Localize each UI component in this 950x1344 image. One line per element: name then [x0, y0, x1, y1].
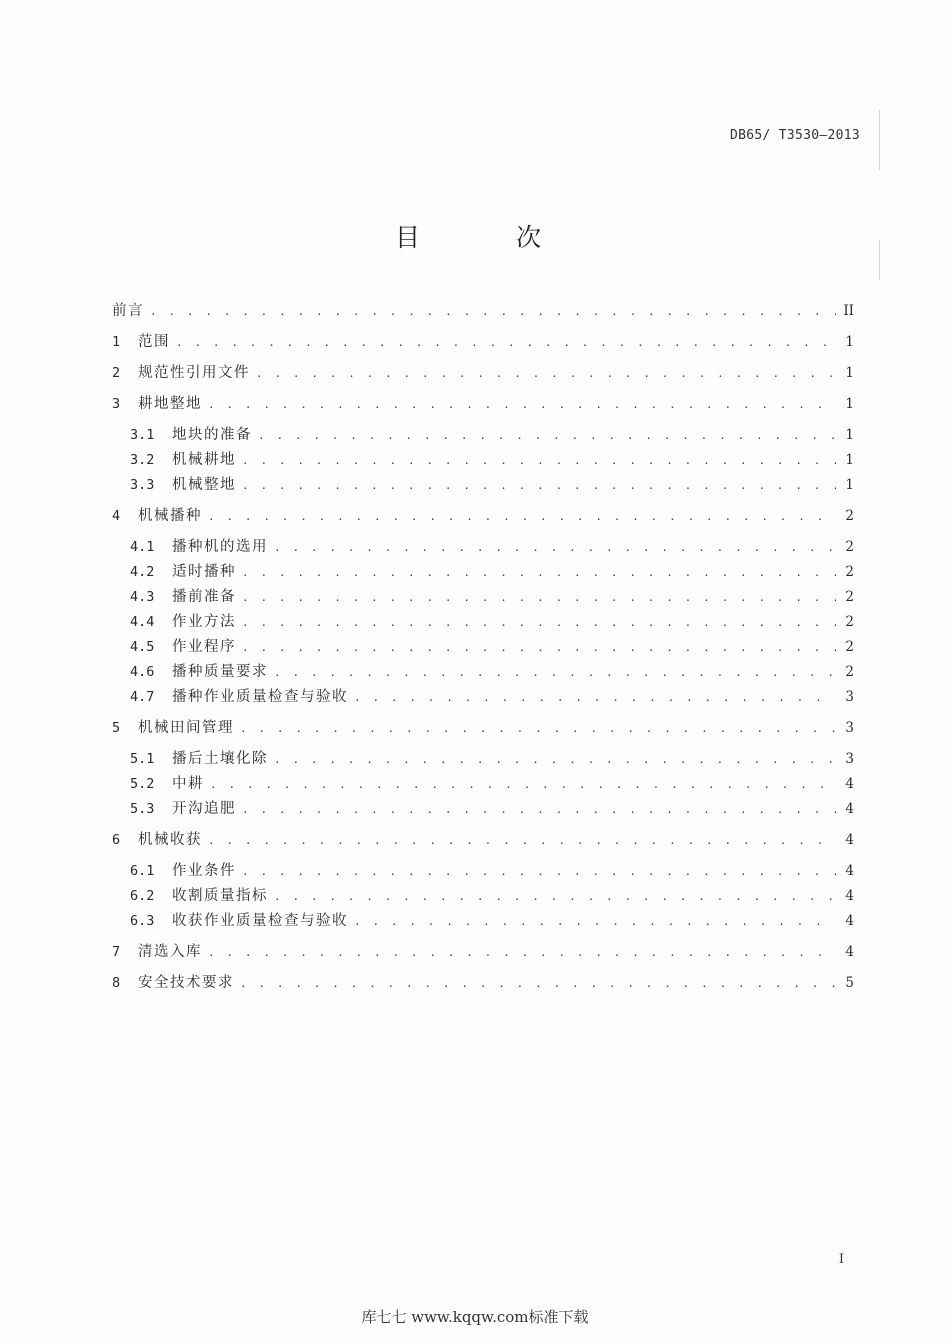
toc-subentry[interactable]	[130, 885, 854, 907]
toc-entry-label: 作业程序	[172, 639, 236, 655]
toc-entry-number: 6.3	[130, 913, 155, 929]
toc-entry-number: 4	[112, 508, 121, 524]
page-number: I	[838, 1252, 844, 1267]
toc-entry-number: 5.1	[130, 751, 155, 767]
toc-leader-dots	[354, 911, 836, 933]
toc-entry-label: 开沟追肥	[172, 801, 236, 817]
toc-entry-label: 适时播种	[172, 564, 236, 580]
toc-leader-dots	[242, 637, 836, 659]
toc-subentry[interactable]	[130, 474, 854, 496]
toc-entry-number: 5.3	[130, 801, 155, 817]
toc-leader-dots	[274, 749, 836, 771]
toc-entry[interactable]	[112, 505, 854, 527]
toc-entry-number: 4.4	[130, 614, 155, 630]
toc-entry-number: 6.1	[130, 863, 155, 879]
toc-entry-page: 4	[845, 832, 854, 848]
toc-subentry[interactable]	[130, 449, 854, 471]
toc-entry-number: 6	[112, 832, 121, 848]
toc-entry-page: 3	[845, 751, 854, 767]
toc-entry-label: 清选入库	[138, 944, 202, 960]
toc-entry[interactable]	[112, 941, 854, 963]
toc-leader-dots	[242, 861, 836, 883]
toc-leader-dots	[240, 718, 836, 740]
toc-entry-number: 3.1	[130, 427, 155, 443]
toc-entry-label: 播种机的选用	[172, 539, 268, 555]
toc-entry-number: 4.1	[130, 539, 155, 555]
toc-entry-page: 2	[845, 664, 854, 680]
toc-entry[interactable]	[112, 717, 854, 739]
toc-entry[interactable]	[112, 331, 854, 353]
toc-entry[interactable]	[112, 829, 854, 851]
toc-entry-page: 1	[845, 334, 854, 350]
toc-subentry[interactable]	[130, 910, 854, 932]
toc-title: 目 次	[395, 223, 585, 252]
toc-subentry[interactable]	[130, 860, 854, 882]
toc-leader-dots	[242, 562, 836, 584]
footer-watermark-text: 库七七 www.kqqw.com标准下载	[361, 1308, 589, 1326]
toc-leader-dots	[242, 450, 836, 472]
toc-entry[interactable]	[112, 393, 854, 415]
toc-entry-label: 规范性引用文件	[138, 365, 250, 381]
toc-entry-label: 中耕	[172, 776, 204, 792]
toc-subentry[interactable]	[130, 773, 854, 795]
toc-subentry[interactable]	[130, 611, 854, 633]
toc-entry-label: 机械收获	[138, 832, 202, 848]
toc-leader-dots	[354, 687, 836, 709]
toc-subentry[interactable]	[130, 748, 854, 770]
toc-entry-page: 2	[845, 589, 854, 605]
toc-entry-number: 3.3	[130, 477, 155, 493]
toc-entry-label: 耕地整地	[138, 396, 202, 412]
toc-entry-page: 1	[845, 477, 854, 493]
toc-leader-dots	[208, 830, 836, 852]
toc-entry-number: 8	[112, 975, 121, 991]
toc-entry-page: 1	[845, 396, 854, 412]
standard-code: DB65/ T3530—2013	[729, 128, 860, 143]
toc-leader-dots	[256, 363, 836, 385]
toc-entry-preface[interactable]	[112, 300, 854, 322]
toc-entry-number: 4.7	[130, 689, 155, 705]
toc-entry-page: 2	[845, 508, 854, 524]
toc-subentry[interactable]	[130, 424, 854, 446]
toc-entry-label: 播后土壤化除	[172, 751, 268, 767]
toc-entry-number: 2	[112, 365, 121, 381]
toc-leader-dots	[274, 537, 836, 559]
toc-entry-number: 6.2	[130, 888, 155, 904]
toc-entry-page: 2	[845, 614, 854, 630]
toc-subentry[interactable]	[130, 636, 854, 658]
toc-entry-label: 机械整地	[172, 477, 236, 493]
toc-leader-dots	[176, 332, 836, 354]
toc-entry-label: 作业条件	[172, 863, 236, 879]
toc-entry-page: 4	[845, 888, 854, 904]
toc-entry-label: 收割质量指标	[172, 888, 268, 904]
toc-leader-dots	[208, 506, 836, 528]
toc-entry-page: 3	[845, 720, 854, 736]
toc-entry-page: 2	[845, 639, 854, 655]
toc-leader-dots	[210, 774, 836, 796]
toc-leader-dots	[242, 799, 836, 821]
toc-entry-number: 7	[112, 944, 121, 960]
toc-entry-label: 地块的准备	[172, 427, 252, 443]
toc-entry-number: 5	[112, 720, 121, 736]
toc-subentry[interactable]	[130, 561, 854, 583]
toc-entry-label: 机械田间管理	[138, 720, 234, 736]
toc-entry-page: 4	[845, 863, 854, 879]
toc-entry[interactable]	[112, 972, 854, 994]
toc-leader-dots	[208, 942, 836, 964]
toc-entry-page: 4	[845, 944, 854, 960]
toc-entry[interactable]	[112, 362, 854, 384]
toc-subentry[interactable]	[130, 798, 854, 820]
toc-subentry[interactable]	[130, 586, 854, 608]
toc-leader-dots	[240, 973, 836, 995]
toc-subentry[interactable]	[130, 686, 854, 708]
toc-entry-page: 4	[845, 776, 854, 792]
toc-entry-number: 3	[112, 396, 121, 412]
scan-edge-mark	[879, 110, 880, 170]
toc-entry-page: 4	[845, 801, 854, 817]
toc-entry-number: 4.3	[130, 589, 155, 605]
toc-entry-page: 1	[845, 452, 854, 468]
toc-entry-label: 机械耕地	[172, 452, 236, 468]
toc-entry-page: 2	[845, 564, 854, 580]
toc-entry-number: 4.2	[130, 564, 155, 580]
toc-leader-dots	[150, 301, 836, 323]
toc-entry-page: 1	[845, 427, 854, 443]
toc-leader-dots	[242, 612, 836, 634]
toc-entry-label: 作业方法	[172, 614, 236, 630]
toc-entry-page: 1	[845, 365, 854, 381]
toc-entry-label: 播种质量要求	[172, 664, 268, 680]
toc-leader-dots	[274, 662, 836, 684]
toc-subentry[interactable]	[130, 661, 854, 683]
toc-entry-number: 5.2	[130, 776, 155, 792]
toc-entry-number: 3.2	[130, 452, 155, 468]
toc-entry-label: 播前准备	[172, 589, 236, 605]
toc-entry-page: 2	[845, 539, 854, 555]
toc-entry-label: 范围	[138, 334, 170, 350]
toc-entry-page: 3	[845, 689, 854, 705]
toc-entry-page: II	[843, 303, 854, 319]
toc-entry-label: 机械播种	[138, 508, 202, 524]
toc-leader-dots	[242, 587, 836, 609]
toc-entry-page: 4	[845, 913, 854, 929]
toc-entry-label: 前言	[112, 303, 144, 319]
toc-leader-dots	[242, 475, 836, 497]
toc-entry-page: 5	[845, 975, 854, 991]
toc-leader-dots	[258, 425, 836, 447]
toc-entry-number: 4.6	[130, 664, 155, 680]
toc-entry-number: 1	[112, 334, 121, 350]
toc-entry-number: 4.5	[130, 639, 155, 655]
toc-subentry[interactable]	[130, 536, 854, 558]
toc-entry-label: 安全技术要求	[138, 975, 234, 991]
toc-entry-label: 收获作业质量检查与验收	[172, 913, 348, 929]
toc-entry-label: 播种作业质量检查与验收	[172, 689, 348, 705]
toc-leader-dots	[274, 886, 836, 908]
toc-leader-dots	[208, 394, 836, 416]
